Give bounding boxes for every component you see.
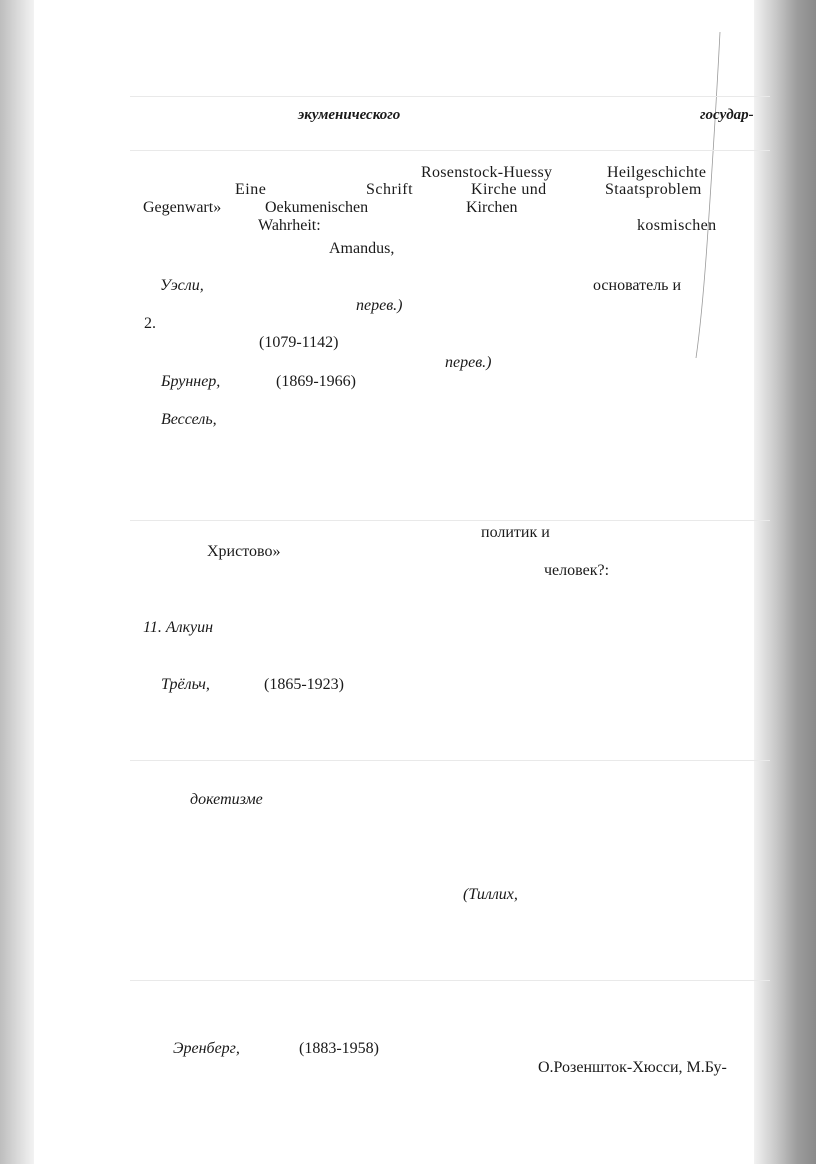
text-fragment: Gegenwart»: [143, 199, 222, 216]
text-fragment: (1079-1142): [259, 334, 339, 351]
text-fragment: kosmischen: [637, 217, 717, 234]
text-fragment: Бруннер,: [161, 373, 221, 390]
page-right-shadow: [754, 0, 816, 1164]
page-left-shadow: [0, 0, 34, 1164]
text-fragment: Oekumenischen: [265, 199, 369, 216]
text-fragment: О.Розеншток-Хюсси, М.Бу-: [538, 1059, 727, 1076]
text-fragment: государ-: [700, 107, 754, 123]
text-fragment: 2.: [144, 315, 156, 332]
text-fragment: Трёльч,: [161, 676, 210, 693]
bleed-through-line: [130, 760, 770, 761]
text-fragment: (Тиллих,: [463, 886, 518, 903]
text-fragment: (1865-1923): [264, 676, 344, 693]
text-fragment: Eine: [235, 181, 267, 198]
text-fragment: перев.): [445, 354, 492, 371]
text-fragment: Rosenstock-Huessy: [421, 164, 553, 181]
text-fragment: 11. Алкуин: [143, 619, 214, 636]
bleed-through-line: [130, 150, 770, 151]
text-fragment: человек?:: [544, 562, 610, 579]
bleed-through-line: [130, 520, 770, 521]
text-fragment: основатель и: [593, 277, 682, 294]
bleed-through-line: [130, 96, 770, 97]
text-fragment: Heilgeschichte: [607, 164, 707, 181]
text-fragment: Христово»: [207, 543, 281, 560]
text-fragment: политик и: [481, 524, 550, 541]
text-fragment: Эренберг,: [173, 1040, 240, 1057]
text-fragment: Уэсли,: [160, 277, 204, 294]
text-fragment: перев.): [356, 297, 403, 314]
text-fragment: Kirche und: [471, 181, 547, 198]
text-fragment: Kirchen: [466, 199, 518, 216]
bleed-through-line: [130, 980, 770, 981]
text-fragment: докетизме: [190, 791, 263, 808]
text-fragment: (1883-1958): [299, 1040, 379, 1057]
text-fragment: Schrift: [366, 181, 414, 198]
text-fragment: (1869-1966): [276, 373, 356, 390]
text-fragment: Вессель,: [161, 411, 217, 428]
text-fragment: экуменического: [298, 107, 401, 123]
text-fragment: Staatsproblem: [605, 181, 702, 198]
text-fragment: Wahrheit:: [258, 217, 321, 234]
text-fragment: Amandus,: [329, 240, 395, 257]
